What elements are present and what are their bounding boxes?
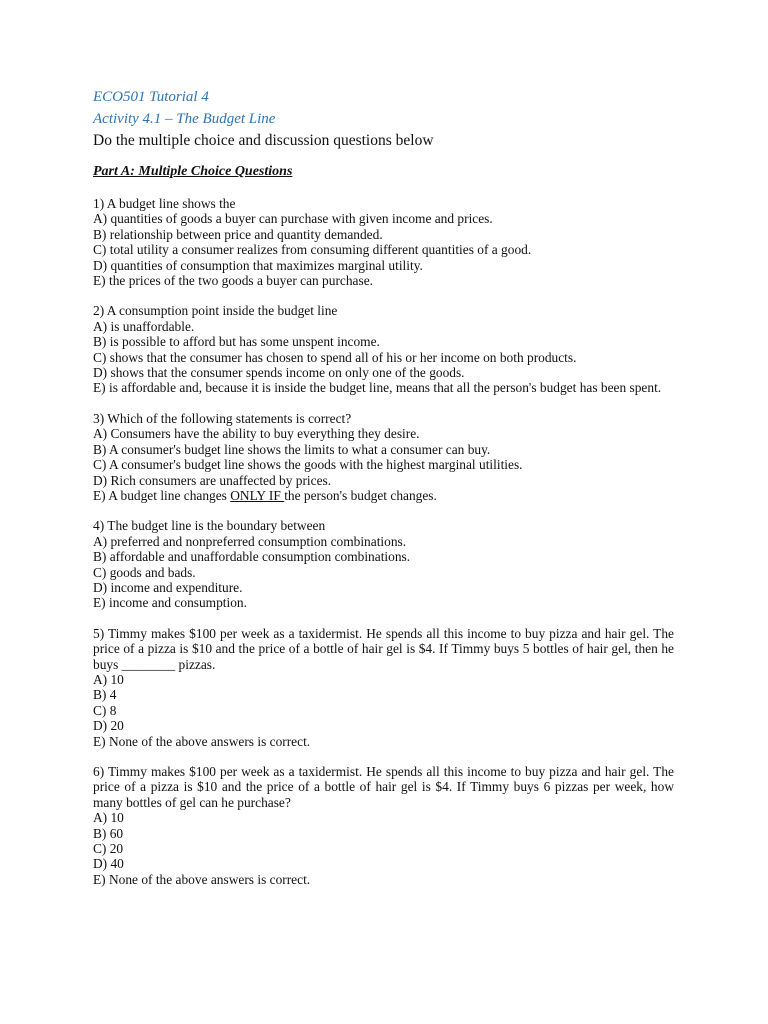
question-3 [93, 411, 674, 503]
option-b: B) is possible to afford but has some unspent income. [93, 334, 380, 350]
option-b: B) 4 [93, 687, 117, 703]
question-2 [93, 303, 674, 395]
part-a-heading: Part A: Multiple Choice Questions [93, 164, 293, 179]
question-6 [93, 764, 674, 887]
option-a: A) 10 [93, 671, 124, 687]
option-b: B) relationship between price and quantity demanded. [93, 226, 383, 242]
option-a: A) 10 [93, 810, 124, 826]
option-e: E) None of the above answers is correct. [93, 733, 311, 749]
option-e: E) the prices of the two goods a buyer can purchase. [93, 273, 373, 289]
instructions: Do the multiple choice and discussion questions below [93, 132, 434, 149]
option-e: E) is affordable and, because it is inside the budget line, means that all the person's budget has been spent. [93, 380, 662, 396]
option-a: A) quantities of goods a buyer can purchase with given income and prices. [93, 211, 493, 227]
option-c: C) 20 [93, 841, 124, 857]
option-e-underlined: ONLY IF [230, 487, 285, 503]
question-stem: 6) Timmy makes $100 per week as a taxidermist. He spends all this income to buy pizza and hair gel. The price of a pizza is $10 and the price of a bottle of hair gel is $4. If Timmy buys 6 pizzas per week, how many bottles of gel can he purchase? [93, 764, 674, 810]
option-a: A) is unaffordable. [93, 318, 195, 334]
question-5 [93, 626, 674, 749]
question-stem: 3) Which of the following statements is correct? [93, 410, 352, 426]
option-e: E) income and consumption. [93, 595, 247, 611]
option-e-rest: the person's budget changes. [284, 487, 437, 503]
tutorial-title: ECO501 Tutorial 4 [93, 89, 209, 105]
option-c: C) shows that the consumer has chosen to spend all of his or her income on both products. [93, 349, 577, 365]
option-b: B) affordable and unaffordable consumption combinations. [93, 549, 411, 565]
option-b: B) A consumer's budget line shows the limits to what a consumer can buy. [93, 441, 491, 457]
option-a: A) preferred and nonpreferred consumption combinations. [93, 533, 407, 549]
question-1 [93, 196, 674, 288]
option-e-text: E) A budget line changes [93, 487, 231, 503]
option-c: C) 8 [93, 702, 117, 718]
question-stem: 1) A budget line shows the [93, 196, 236, 211]
option-d: D) 40 [93, 856, 124, 872]
option-b: B) 60 [93, 825, 124, 841]
option-e: E) None of the above answers is correct. [93, 871, 311, 887]
option-d: D) Rich consumers are unaffected by prices. [93, 472, 332, 488]
option-c: C) A consumer's budget line shows the goods with the highest marginal utilities. [93, 457, 523, 473]
question-stem: 5) Timmy makes $100 per week as a taxidermist. He spends all this income to buy pizza and hair gel. The price of a pizza is $10 and the price of a bottle of hair gel is $4. If Timmy buys 5 bottles of hair gel, then he buys ________ pizzas. [93, 625, 674, 672]
option-c: C) total utility a consumer realizes from consuming different quantities of a good. [93, 242, 532, 258]
option-d: D) income and expenditure. [93, 579, 243, 595]
option-a: A) Consumers have the ability to buy everything they desire. [93, 426, 420, 442]
question-4 [93, 518, 674, 610]
option-c: C) goods and bads. [93, 564, 196, 580]
option-d: D) 20 [93, 718, 124, 734]
activity-title: Activity 4.1 – The Budget Line [93, 111, 276, 127]
question-stem: 4) The budget line is the boundary between [93, 518, 326, 534]
option-e [93, 488, 674, 503]
option-d: D) quantities of consumption that maximizes marginal utility. [93, 257, 423, 273]
option-d: D) shows that the consumer spends income on only one of the goods. [93, 365, 465, 381]
question-stem: 2) A consumption point inside the budget line [93, 303, 338, 319]
